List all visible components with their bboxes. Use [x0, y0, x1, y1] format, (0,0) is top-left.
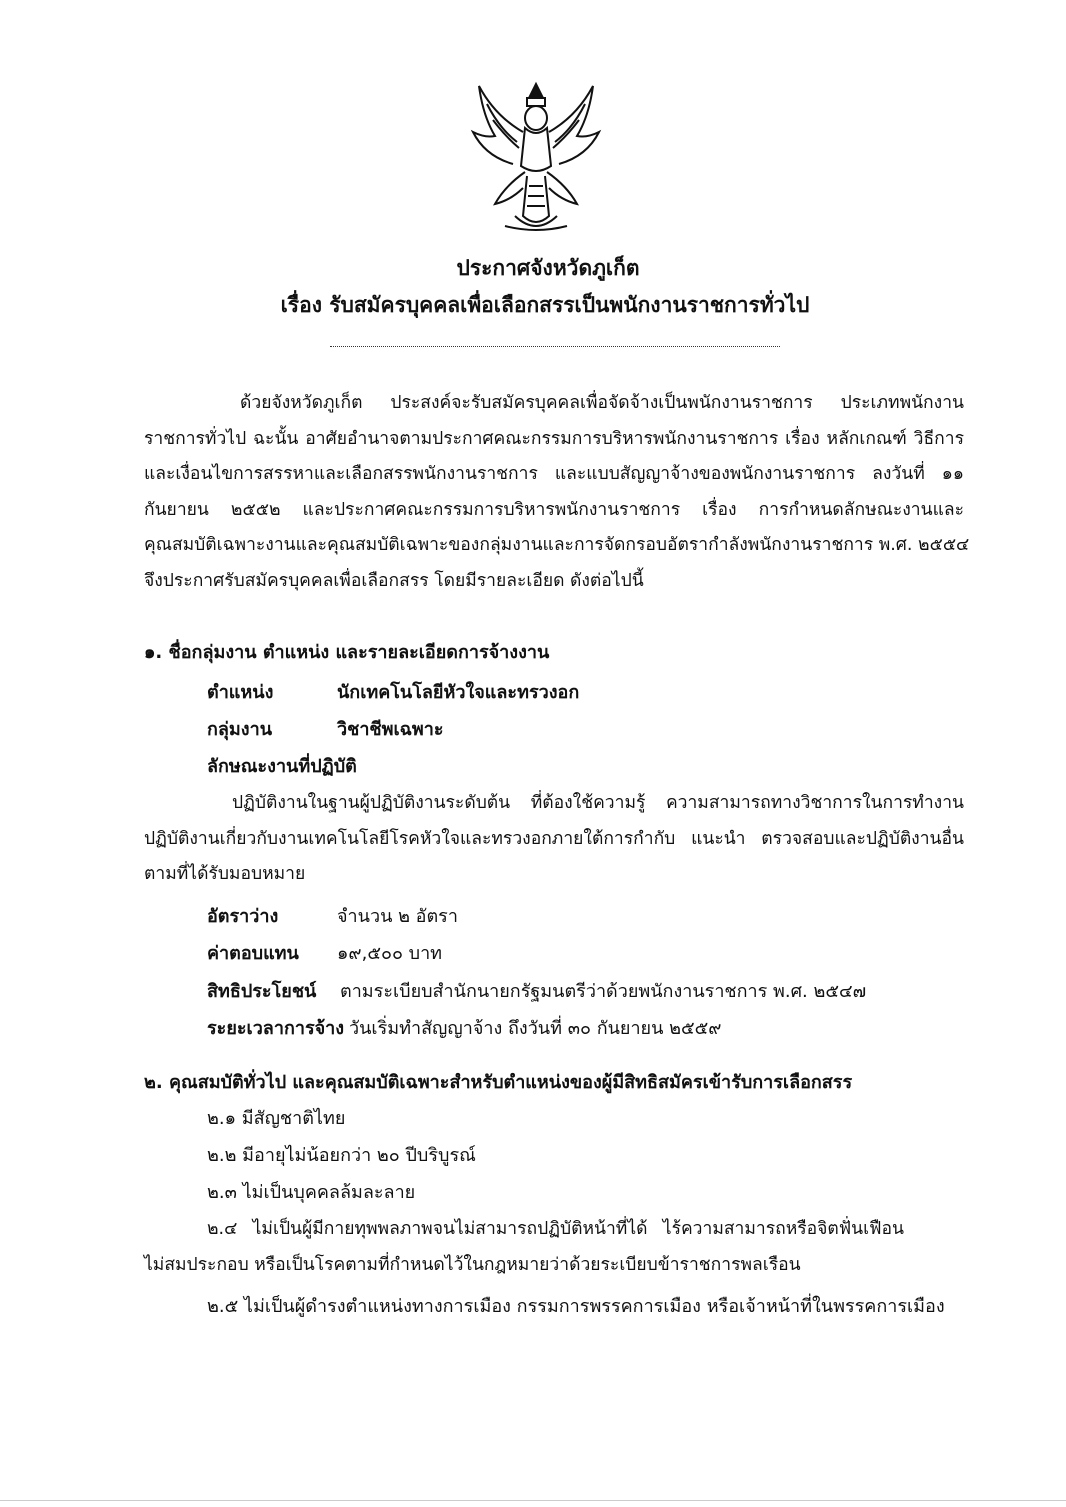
benefits-value: ตามระเบียบสำนักนายกรัฐมนตรีว่าด้วยพนักงานราชการ พ.ศ. ๒๕๔๗ — [340, 981, 867, 1002]
vacancy-row — [207, 901, 458, 930]
job-nature-line: ตามที่ได้รับมอบหมาย — [144, 864, 306, 884]
qualification-item: ๒.๑ มีสัญชาติไทย — [207, 1108, 346, 1129]
period-value: วันเริ่มทำสัญญาจ้าง ถึงวันที่ ๓๐ กันยายน ๒๕๕๙ — [349, 1018, 722, 1039]
salary-row — [207, 938, 442, 967]
intro-paragraph — [144, 386, 970, 599]
intro-line: กันยายน ๒๕๕๒ และประกาศคณะกรรมการบริหารพนักงานราชการ เรื่อง การกำหนดลักษณะงานและ — [144, 499, 964, 520]
intro-line: ด้วยจังหวัดภูเก็ต ประสงค์จะรับสมัครบุคคลเพื่อจัดจ้างเป็นพนักงานราชการ ประเภทพนักงาน — [240, 393, 964, 413]
job-group-value: วิชาชีพเฉพาะ — [337, 719, 444, 740]
benefits-row — [207, 976, 866, 1005]
job-nature-line: ปฏิบัติงานในฐานผู้ปฏิบัติงานระดับต้น ที่ต้องใช้ความรู้ ความสามารถทางวิชาการในการทำงาน — [232, 793, 964, 813]
qualification-item-2-4 — [144, 1212, 904, 1283]
job-nature-paragraph — [144, 786, 964, 893]
position-label: ตำแหน่ง — [207, 682, 274, 703]
qualification-item: ๒.๒ มีอายุไม่น้อยกว่า ๒๐ ปีบริบูรณ์ — [207, 1145, 476, 1166]
announcement-title: ประกาศจังหวัดภูเก็ต — [456, 256, 640, 280]
vacancy-label: อัตราว่าง — [207, 906, 279, 927]
qualification-line: ไม่สมประกอบ หรือเป็นโรคตามที่กำหนดไว้ในกฎหมายว่าด้วยระเบียบข้าราชการพลเรือน — [144, 1254, 801, 1275]
job-nature-line: ปฏิบัติงานเกี่ยวกับงานเทคโนโลยีโรคหัวใจและทรวงอกภายใต้การกำกับ แนะนำ ตรวจสอบและปฏิบัติงานอื่น — [144, 828, 964, 849]
announcement-subject: เรื่อง รับสมัครบุคคลเพื่อเลือกสรรเป็นพนักงานราชการทั่วไป — [280, 293, 810, 317]
position-value: นักเทคโนโลยีหัวใจและทรวงอก — [337, 682, 580, 703]
divider — [330, 346, 780, 347]
section-2-heading: ๒. คุณสมบัติทั่วไป และคุณสมบัติเฉพาะสำหรับตำแหน่งของผู้มีสิทธิสมัครเข้ารับการเลือกสรร — [144, 1072, 853, 1093]
vacancy-value: จำนวน ๒ อัตรา — [337, 906, 458, 927]
qualification-line: ๒.๔ ไม่เป็นผู้มีกายทุพพลภาพจนไม่สามารถปฏิบัติหน้าที่ได้ ไร้ความสามารถหรือจิตฟั่นเฟือน — [207, 1219, 904, 1239]
benefits-label: สิทธิประโยชน์ — [207, 981, 317, 1002]
garuda-emblem-icon — [465, 76, 607, 236]
intro-line: คุณสมบัติเฉพาะงานและคุณสมบัติเฉพาะของกลุ่มงานและการจัดกรอบอัตรากำลังพนักงานราชการ พ.ศ. ๒๕๕๔ — [144, 535, 970, 555]
intro-line: จึงประกาศรับสมัครบุคคลเพื่อเลือกสรร โดยมีรายละเอียด ดังต่อไปนี้ — [144, 570, 644, 591]
job-group-label: กลุ่มงาน — [207, 719, 272, 740]
period-row — [207, 1013, 721, 1042]
section-1-heading: ๑. ชื่อกลุ่มงาน ตำแหน่ง และรายละเอียดการจ้างงาน — [144, 642, 550, 663]
job-nature-row — [207, 751, 357, 780]
page-edge — [0, 1500, 1066, 1501]
intro-line: ราชการทั่วไป ฉะนั้น อาศัยอำนาจตามประกาศคณะกรรมการบริหารพนักงานราชการ เรื่อง หลักเกณฑ์ วิธีการ — [144, 428, 964, 449]
job-nature-label: ลักษณะงานที่ปฏิบัติ — [207, 756, 357, 777]
qualification-item: ๒.๕ ไม่เป็นผู้ดำรงตำแหน่งทางการเมือง กรรมการพรรคการเมือง หรือเจ้าหน้าที่ในพรรคการเมือง — [207, 1296, 945, 1317]
salary-value: ๑๙,๕๐๐ บาท — [337, 943, 443, 964]
period-label: ระยะเวลาการจ้าง — [207, 1018, 345, 1039]
intro-line: และเงื่อนไขการสรรหาและเลือกสรรพนักงานราชการ และแบบสัญญาจ้างของพนักงานราชการ ลงวันที่ ๑๑ — [144, 464, 964, 484]
job-group-row — [207, 714, 444, 743]
position-row — [207, 677, 579, 706]
qualification-item: ๒.๓ ไม่เป็นบุคคลล้มละลาย — [207, 1182, 416, 1203]
salary-label: ค่าตอบแทน — [207, 943, 299, 964]
